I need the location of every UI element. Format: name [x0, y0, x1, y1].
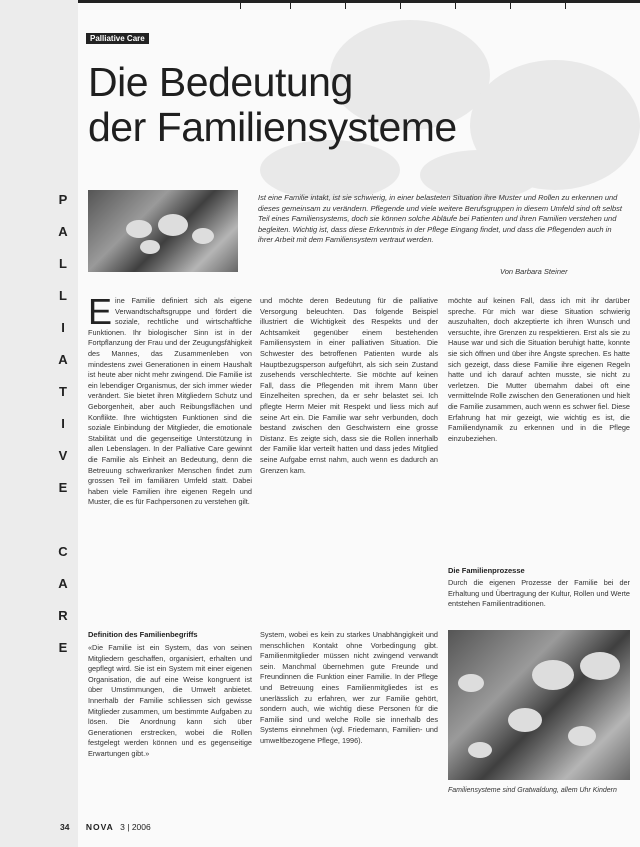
vertical-palliative-care	[52, 184, 74, 664]
stones-photo-top	[88, 190, 238, 272]
magazine-name: NOVA	[85, 822, 114, 832]
stone-shape	[580, 652, 620, 680]
body-column-3b: Durch die eigenen Prozesse der Familie bei der Erhaltung und Übertragung der Kultur, Rollen und Werte entstehen Familientraditionen.	[448, 578, 630, 609]
page-title	[88, 60, 457, 150]
top-tick	[510, 0, 511, 9]
vertical-letter: E	[58, 480, 68, 495]
subhead-definition: Definition des Familienbegriffs	[88, 630, 198, 639]
vertical-letter: A	[58, 576, 68, 591]
section-label: Palliative Care	[86, 33, 149, 44]
top-tick	[290, 0, 291, 9]
vertical-letter: L	[59, 256, 67, 271]
page-number: 34	[60, 822, 70, 832]
stone-shape	[140, 240, 160, 254]
vertical-letter: I	[61, 320, 65, 335]
vertical-letter: L	[59, 288, 67, 303]
top-tick	[565, 0, 566, 9]
stone-shape	[532, 660, 574, 690]
body-column-1b: «Die Familie ist ein System, das von seinen Mitgliedern geschaffen, organisiert, erhalten und gepflegt wird. Sie ist ein System mit einer eigenen Organisation, die auf eine Weise kongruent ist über Umstimmungen, die Umwelt anbietet. Innerhalb der Familie schliessen sich gewisse Mitglieder zusammen, um bestimmte Aufgaben zu lösen. Die Anordnung kann sich über Generationen erstrecken, wobei die Rollen festgelegt werden können und es gegenseitige Erwartungen gibt.»	[88, 643, 252, 758]
intro-text: Ist eine Familie intakt, ist sie schwierig, in einer belasteten Situation ihre Muster und Rollen zu erkennen und dieses gemeinsam zu verändern. Pflegende und viele weitere Berufsgruppen in diesem Umfeld sind oft selbst Teil eines Familiensystems, doch sie können solche Abläufe bei Patienten und ihren Familien verstehen und begleiten. Wichtig ist, dass diese Erkenntnis in der Pflege Eingang findet, und dass die Pflegenden auch in ihrer Arbeit mit dem Familiensystem vertraut werden.	[258, 193, 622, 245]
body-column-3: möchte auf keinen Fall, dass ich mit ihr darüber spreche. Für mich war diese Situation schwierig auszuhalten, doch akzeptierte ich ihren Wunsch und versuchte, ihre Grenzen zu respektieren. Erst als sie zu Hause war und sich die Situation beruhigt hatte, konnte sie sich öffnen und über ihre Ängste sprechen. Es hatte sich gezeigt, dass diese Familie ihre eigenen Regeln hatte und ich darauf achten musste, sie nicht zu verletzen. Die Mutter übernahm dabei oft eine vermittelnde Rolle zwischen den Generationen und hielt die Familie zusammen, auch wenn es schwer fiel. Diese Erfahrung hat mir gezeigt, wie wichtig es ist, die Familiendynamik zu erkennen und in die Pflege einzubeziehen.	[448, 296, 630, 443]
title-line-2: der Familiensysteme	[88, 104, 457, 150]
body-column-1-text: ine Familie definiert sich als eigene Verwandtschaftsgruppe und fördert die soziale, rechtliche und wirtschaftliche Funktionen. Ihr biologischer Sinn ist in der Fortpflanzung der Frau und der Zeugungsfähigkeit des Mannes, das Zusammenleben von mindestens zwei Generationen in einem Haushalt ist heute aber nicht mehr zwingend. Die Familie ist ein lebendiger Organismus, der sich immer wieder verändert. Sie bietet ihren Mitgliedern Schutz und Geborgenheit, aber auch Reibungsflächen und Konflikte. Ihre wichtigsten Funktionen sind die soziale Einbindung der Mitglieder, die emotionale Stabilität und die gegenseitige Unterstützung in allen Lebenslagen. In der Palliative Care gewinnt die Familie als Einheit an Bedeutung, denn die Betreuung schwerkranker Menschen findet zum grossen Teil im familiären Umfeld statt. Dabei haben viele Familien ihre eigenen Regeln und Muster, die es für Fachpersonen zu verstehen gilt.	[88, 296, 252, 507]
vertical-letter: P	[58, 192, 68, 207]
vertical-letter: A	[58, 352, 68, 367]
top-tick	[455, 0, 456, 9]
top-tick	[345, 0, 346, 9]
stone-shape	[192, 228, 214, 244]
vertical-letter: I	[61, 416, 65, 431]
subhead-processes: Die Familienprozesse	[448, 566, 525, 575]
author-byline: Von Barbara Steiner	[500, 267, 568, 276]
title-line-1: Die Bedeutung	[88, 59, 353, 105]
stone-shape	[458, 674, 484, 692]
stone-shape	[158, 214, 188, 236]
body-column-1	[88, 296, 252, 614]
stone-shape	[568, 726, 596, 746]
vertical-letter: C	[58, 544, 68, 559]
vertical-letter: A	[58, 224, 68, 239]
vertical-letter: T	[59, 384, 67, 399]
page-footer	[60, 822, 151, 832]
top-tick	[400, 0, 401, 9]
top-rule	[0, 0, 640, 3]
vertical-letter: E	[58, 640, 68, 655]
vertical-letter: R	[58, 608, 68, 623]
stone-shape	[468, 742, 492, 758]
body-column-2b: System, wobei es kein zu starkes Unabhängigkeit und menschlichen Kontakt ohne Vorbedingung gibt. Familienmitglieder müssen nicht zwingend verwandt sein. Manchmal übernehmen gute Freunde und Freundinnen die Funktion einer Familie. In der Pflege und Betreuung eines Familienmitgliedes ist es unerlässlich zu erfahren, wer zur Familie gehört, sondern auch, wie wichtig diese Personen für die Familie sind und welche Rolle sie innerhalb des Systems einnehmen (vgl. Friedemann, Familien- und umweltbezogene Pflege, 1996).	[260, 630, 438, 745]
stone-shape	[126, 220, 152, 238]
top-tick	[240, 0, 241, 9]
issue-number: 3 | 2006	[120, 822, 151, 832]
body-column-2: und möchte deren Bedeutung für die palliative Versorgung beleuchten. Das folgende Beispiel illustriert die Wichtigkeit des Respekts und der Achtsamkeit gegenüber einem bestehenden Familiensystem in einer palliativen Situation. Die Schwester des betroffenen Patienten wurde als Hauptbezugsperson aufgeführt, als sich sein Zustand zusehends verschlechterte. Sie möchte auf keinen Fall, dass die Pflegenden mit ihrem Mann über Einzelheiten sprechen, da er sehr belastet sei. Ich pflegte Herrn Meier mit Respekt und liess mich auf seine Art ein. Die Familie war sehr verbunden, doch bestand zwischen den Geschwistern eine grosse Distanz. Es zeigte sich, dass sie die Rollen innerhalb der Familie klar verteilt hatten und dass jedes Mitglied seine Aufgabe ernst nahm, auch wenn es dadurch an Grenzen kam.	[260, 296, 438, 475]
drop-cap: E	[88, 296, 113, 332]
stones-photo-bottom	[448, 630, 630, 780]
stone-shape	[508, 708, 542, 732]
photo-caption: Familiensysteme sind Gratwaldung, allem Uhr Kindern	[448, 787, 617, 794]
vertical-letter: V	[58, 448, 68, 463]
